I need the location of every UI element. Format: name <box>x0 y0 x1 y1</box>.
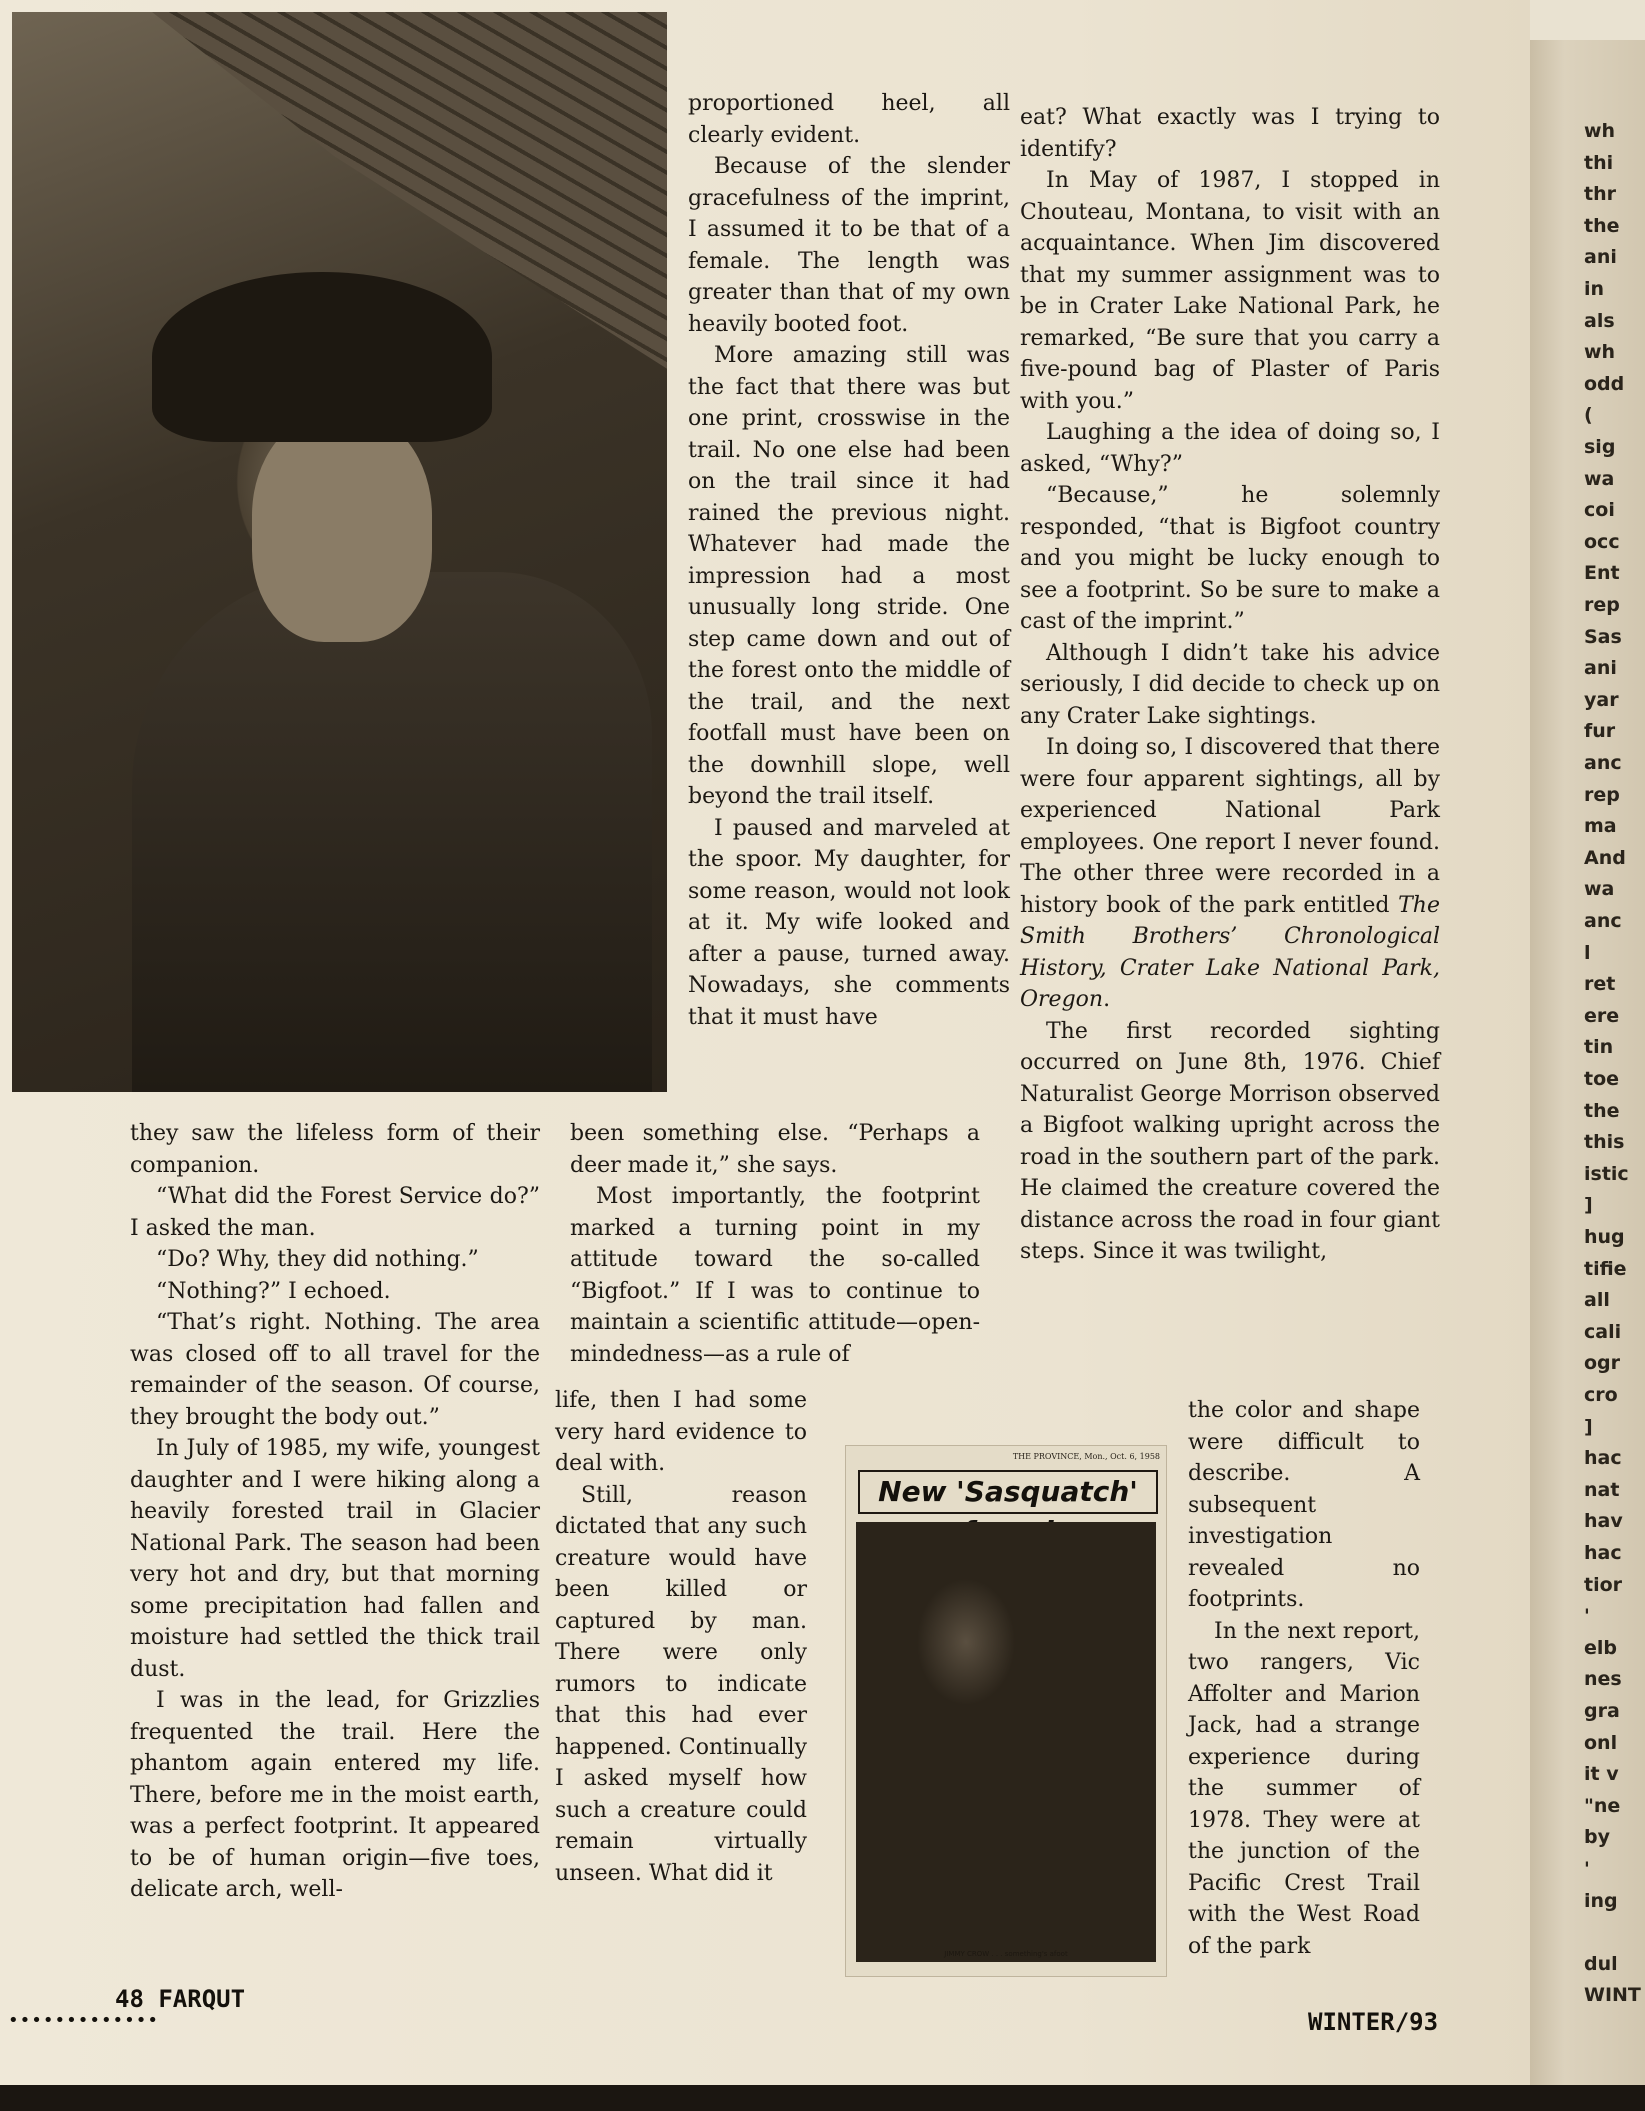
next-page-fragment: onl <box>1584 1731 1618 1754</box>
next-page-fragment: cro <box>1584 1384 1618 1406</box>
next-page-fragment: hav <box>1584 1510 1623 1533</box>
next-page-fragment: wa <box>1584 878 1615 901</box>
next-page-fragment: ] <box>1584 1194 1593 1217</box>
next-page-fragment: coi <box>1584 499 1615 522</box>
next-page-fragment: ing <box>1584 1889 1618 1912</box>
next-page-fragment: nat <box>1584 1478 1620 1501</box>
clipping-headline: New 'Sasquatch' <box>858 1470 1158 1514</box>
dotted-rule: ••••••••••••• <box>8 2010 160 2031</box>
next-page-fragment: hug <box>1584 1226 1625 1248</box>
next-page-fragment: Sas <box>1584 625 1622 648</box>
paragraph: “Nothing?” I echoed. <box>156 1278 391 1304</box>
paragraph-end: . <box>1103 987 1111 1012</box>
next-page-fragment: thi <box>1584 151 1614 174</box>
next-page-fragment: tior <box>1584 1573 1623 1596</box>
next-page-fragment: tifie <box>1584 1257 1627 1280</box>
paragraph: Because of the slender gracefulness of the imprint, I assumed it to be that of a female. The length was greater than that of my own heavily booted foot. <box>688 154 1010 337</box>
folio-right: WINTER/93 <box>1308 2008 1439 2036</box>
next-page-fragment: all <box>1584 1289 1610 1312</box>
paragraph: eat? What exactly was I trying to identify? <box>1020 105 1440 162</box>
next-page-fragment: this <box>1584 1131 1625 1154</box>
next-page-fragment: "ne <box>1584 1794 1621 1817</box>
next-page-fragment: istic <box>1584 1162 1629 1185</box>
next-page-fragment: nes <box>1584 1668 1622 1691</box>
column-3-lower <box>1188 1395 1420 1962</box>
next-page-fragment: ( <box>1584 404 1593 427</box>
next-page-fragment: dul <box>1584 1952 1618 1975</box>
paragraph: life, then I had some very hard evidence to deal with. <box>555 1388 807 1476</box>
next-page-fragment: wa <box>1584 467 1615 490</box>
next-page-fragment: ' <box>1584 1858 1590 1880</box>
next-page-fragment: ' <box>1584 1605 1590 1628</box>
next-page-fragment: Ent <box>1584 562 1620 585</box>
next-page-fragment: sig <box>1584 436 1616 458</box>
next-page-fragment: WINT <box>1584 1984 1641 2007</box>
face-shape <box>252 412 432 642</box>
next-page-fragment: ani <box>1584 246 1617 269</box>
next-page-fragment: cali <box>1584 1320 1622 1343</box>
next-page-fragment: hac <box>1584 1447 1622 1470</box>
next-page-fragment: ] <box>1584 1415 1593 1438</box>
clipping-photo <box>856 1522 1156 1962</box>
paragraph: More amazing still was the fact that there was but one print, crosswise in the trail. No one else had been on the trail since it had rained the previous night. Whatever had made the impression had a most unusually long stride. One step came down and out of the forest onto the middle of the trail, and the next footfall must have been on the downhill slope, well beyond the trail itself. <box>688 343 1010 809</box>
paragraph: In July of 1985, my wife, youngest daughter and I were hiking along a heavily forested trail in Glacier National Park. The season had been very hot and dry, but that morning some precipitation had fallen and moisture had settled the thick trail dust. <box>130 1436 540 1682</box>
paragraph: Still, reason dictated that any such creature would have been killed or captured by man. There were only rumors to indicate that this had ever happened. Continually I asked myself how such a creature could remain virtually unseen. What did it <box>555 1482 807 1886</box>
clipping-source: THE PROVINCE, Mon., Oct. 6, 1958 <box>1012 1452 1160 1461</box>
paragraph: “Because,” he solemnly responded, “that is Bigfoot country and you might be lucky enough to see a footprint. So be sure to make a cast of the imprint.” <box>1020 483 1440 634</box>
next-page-fragment: tin <box>1584 1036 1614 1059</box>
paragraph-text: In doing so, I discovered that there were four apparent sightings, all by experienced National Park employees. One report I never found. The other three were recorded in a history book of the park entitled <box>1020 735 1440 918</box>
next-page-fragment: rep <box>1584 594 1620 616</box>
next-page-fragment: ogr <box>1584 1352 1621 1375</box>
next-page-fragment: toe <box>1584 1068 1620 1090</box>
column-1 <box>130 1118 540 1906</box>
next-page-fragment: it v <box>1584 1763 1619 1786</box>
next-page-fragment: And <box>1584 846 1626 869</box>
next-page-fragment: the <box>1584 1099 1620 1122</box>
column-2-lower <box>555 1385 807 1889</box>
paragraph: In the next report, two rangers, Vic Affolter and Marion Jack, had a strange experience during the summer of 1978. They were at the junction of the Pacific Crest Trail with the West Road of the park <box>1188 1618 1420 1959</box>
next-page-fragment: hac <box>1584 1542 1622 1564</box>
paragraph: been something else. “Perhaps a deer made it,” she says. <box>570 1121 980 1178</box>
next-page-fragment: ere <box>1584 1004 1620 1027</box>
paragraph: “Do? Why, they did nothing.” <box>156 1247 479 1272</box>
paragraph: I paused and marveled at the spoor. My daughter, for some reason, would not look at it. My wife looked and after a pause, turned away. Nowadays, she comments that it must have <box>688 815 1010 1030</box>
paragraph: The first recorded sighting occurred on June 8th, 1976. Chief Naturalist George Morrison observed a Bigfoot walking upright across the road in the southern part of the park. He claimed the creature covered the distance across the road in four giant steps. Since it was twilight, <box>1020 1018 1440 1264</box>
column-3-upper <box>1020 102 1440 1268</box>
paragraph: In May of 1987, I stopped in Chouteau, Montana, to visit with an acquaintance. When Jim discovered that my summer assignment was to be in Crater Lake National Park, he remarked, “Be sure that you carry a five-pound bag of Plaster of Paris with you.” <box>1020 168 1440 414</box>
next-page-fragment: wh <box>1584 341 1616 364</box>
paragraph: Most importantly, the footprint marked a turning point in my attitude toward the so-called “Bigfoot.” If I was to continue to maintain a scientific attitude—open-mindedness—as a rule of <box>570 1184 980 1367</box>
next-page-fragment: occ <box>1584 530 1620 553</box>
column-2-upper <box>688 88 1010 1033</box>
next-page-fragment: wh <box>1584 120 1616 142</box>
next-page-fragment: ani <box>1584 657 1617 680</box>
next-page-fragment: ret <box>1584 973 1616 996</box>
next-page-fragment: elb <box>1584 1636 1617 1659</box>
next-page-fragment: ma <box>1584 815 1617 838</box>
next-page-fragment: anc <box>1584 752 1622 774</box>
paragraph: I was in the lead, for Grizzlies frequented the trail. Here the phantom again entered my life. There, before me in the moist earth, was a perfect footprint. It appeared to be of human origin—five toes, delicate arch, well- <box>130 1688 540 1902</box>
next-page-fragment: in <box>1584 278 1605 300</box>
next-page-fragment: gra <box>1584 1700 1620 1722</box>
clipping-caption: JIMMY CROW . . . something's afoot <box>944 1950 1068 1958</box>
paragraph: proportioned heel, all clearly evident. <box>688 91 1010 148</box>
next-page-fragment: by <box>1584 1826 1610 1849</box>
next-page-fragment: l <box>1584 941 1591 964</box>
next-page-edge <box>1530 40 1645 2085</box>
folio-left: 48 FARQUT <box>115 1985 246 2013</box>
paragraph: “That’s right. Nothing. The area was closed off to all travel for the remainder of the season. Of course, they brought the body out.” <box>130 1310 540 1430</box>
paragraph: the color and shape were difficult to describe. A subsequent investigation revealed no footprints. <box>1188 1398 1420 1612</box>
paragraph: Laughing a the idea of doing so, I asked, “Why?” <box>1020 420 1440 477</box>
next-page-fragment: rep <box>1584 783 1620 806</box>
scan-bottom-edge <box>0 2085 1645 2111</box>
next-page-fragment: odd <box>1584 372 1625 395</box>
paragraph: Although I didn’t take his advice seriously, I did decide to check up on any Crater Lake sightings. <box>1020 640 1440 729</box>
next-page-fragment: als <box>1584 309 1615 332</box>
book-title: The Smith Brothers’ Chronological History, Crater Lake National Park, Oregon <box>1020 892 1440 1012</box>
next-page-fragment: fur <box>1584 720 1616 743</box>
paragraph: they saw the lifeless form of their companion. <box>130 1121 540 1178</box>
jacket-shape <box>132 572 652 1092</box>
next-page-fragment: the <box>1584 214 1620 237</box>
next-page-fragment: thr <box>1584 183 1616 206</box>
newspaper-clipping <box>845 1445 1167 1977</box>
next-page-fragment: anc <box>1584 910 1622 932</box>
man-in-hat-photo <box>12 12 667 1092</box>
paragraph: “What did the Forest Service do?” I asked the man. <box>130 1184 540 1241</box>
next-page-fragment: yar <box>1584 688 1619 711</box>
hat-shape <box>152 272 492 442</box>
column-2-middle <box>570 1118 980 1370</box>
paragraph <box>1020 732 1440 1016</box>
